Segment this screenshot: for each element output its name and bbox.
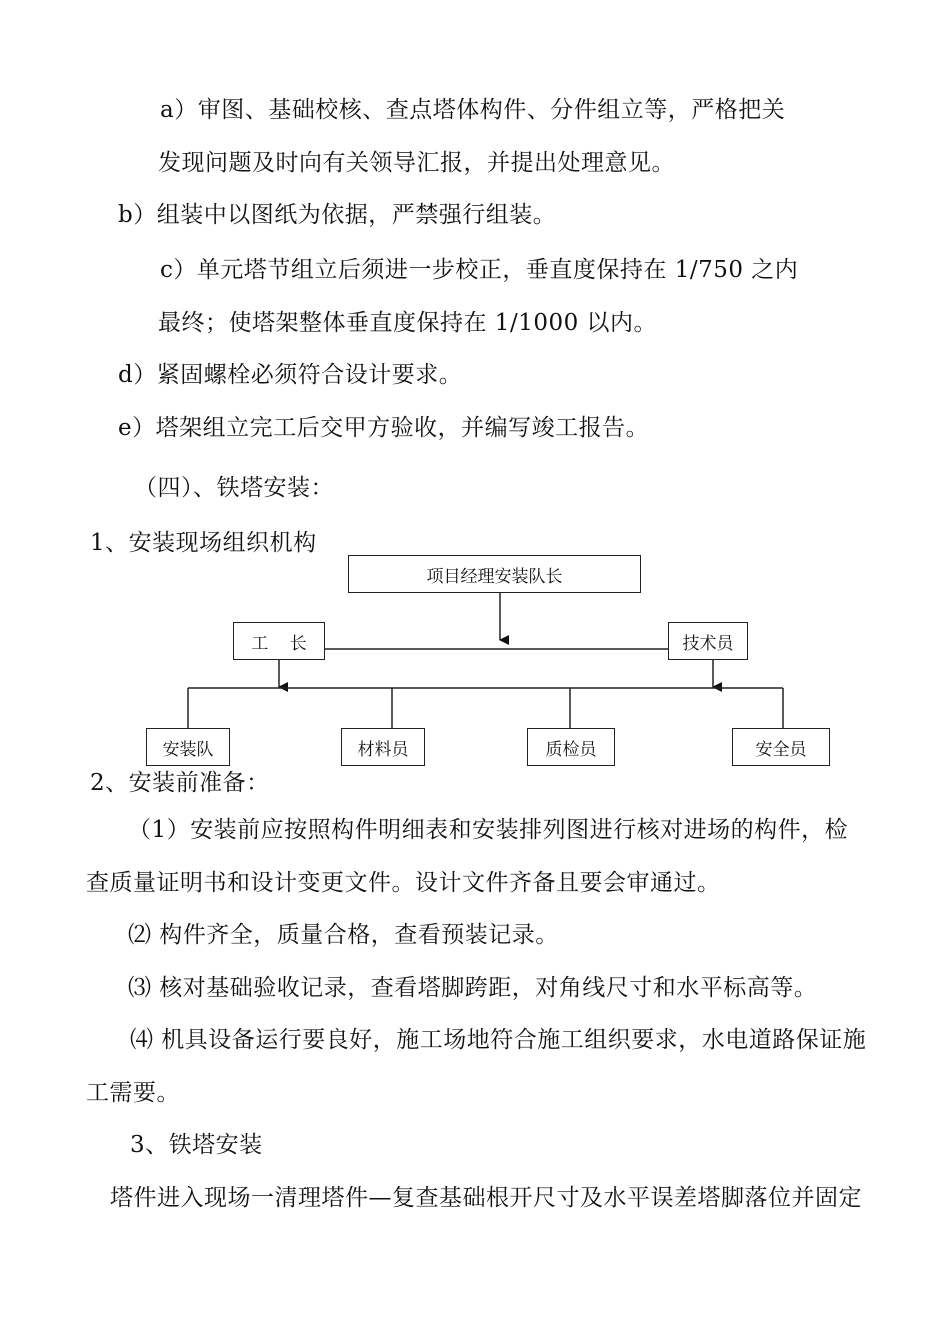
org-box-technician-label: 技术员 xyxy=(682,633,734,654)
org-box-project-manager-label: 项目经理安装队长 xyxy=(426,566,563,587)
prep-3: ⑶ 核对基础验收记录，查看塔脚跨距，对角线尺寸和水平标高等。 xyxy=(128,975,818,1001)
item-d: d）紧固螺栓必须符合设计要求。 xyxy=(118,362,463,388)
item-a-line2: 发现问题及时向有关领导汇报，并提出处理意见。 xyxy=(158,150,675,176)
prep-4-line1: ⑷ 机具设备运行要良好，施工场地符合施工组织要求，水电道路保证施 xyxy=(130,1027,867,1053)
org-box-safety xyxy=(732,728,830,766)
item-e: e）塔架组立完工后交甲方验收，并编写竣工报告。 xyxy=(118,415,650,441)
org-box-foreman-label: 工 长 xyxy=(251,633,307,654)
org-box-materials-label: 材料员 xyxy=(357,739,409,760)
item-a-line1: a）审图、基础校核、查点塔体构件、分件组立等，严格把关 xyxy=(160,97,786,123)
heading-2-preparation: 2、安装前准备： xyxy=(90,770,270,796)
org-box-safety-label: 安全员 xyxy=(755,739,807,760)
org-box-install-team xyxy=(146,728,230,766)
item-c-line1: c）单元塔节组立后须进一步校正，垂直度保持在 1/750 之内 xyxy=(160,257,799,283)
prep-2: ⑵ 构件齐全，质量合格，查看预装记录。 xyxy=(128,922,559,948)
heading-1-org-structure: 1、安装现场组织机构 xyxy=(90,530,317,556)
item-c-line2: 最终；使塔架整体垂直度保持在 1/1000 以内。 xyxy=(158,310,658,336)
org-box-foreman xyxy=(233,622,325,660)
org-box-quality-label: 质检员 xyxy=(545,739,597,760)
org-box-project-manager xyxy=(348,555,641,593)
org-box-quality xyxy=(527,728,615,766)
org-box-technician xyxy=(668,622,748,660)
section-heading-4: （四）、铁塔安装： xyxy=(134,475,334,501)
prep-1-line1: （1）安装前应按照构件明细表和安装排列图进行核对进场的构件，检 xyxy=(128,817,849,843)
prep-1-line2: 查质量证明书和设计变更文件。设计文件齐备且要会审通过。 xyxy=(86,870,721,896)
heading-3-tower-install: 3、铁塔安装 xyxy=(130,1132,263,1158)
org-box-install-team-label: 安装队 xyxy=(162,739,214,760)
prep-4-line2: 工需要。 xyxy=(86,1080,180,1106)
org-box-materials xyxy=(341,728,425,766)
install-flow: 塔件进入现场一清理塔件—复查基础根开尺寸及水平误差塔脚落位并固定 xyxy=(110,1185,862,1211)
item-b: b）组装中以图纸为依据，严禁强行组装。 xyxy=(118,202,557,228)
